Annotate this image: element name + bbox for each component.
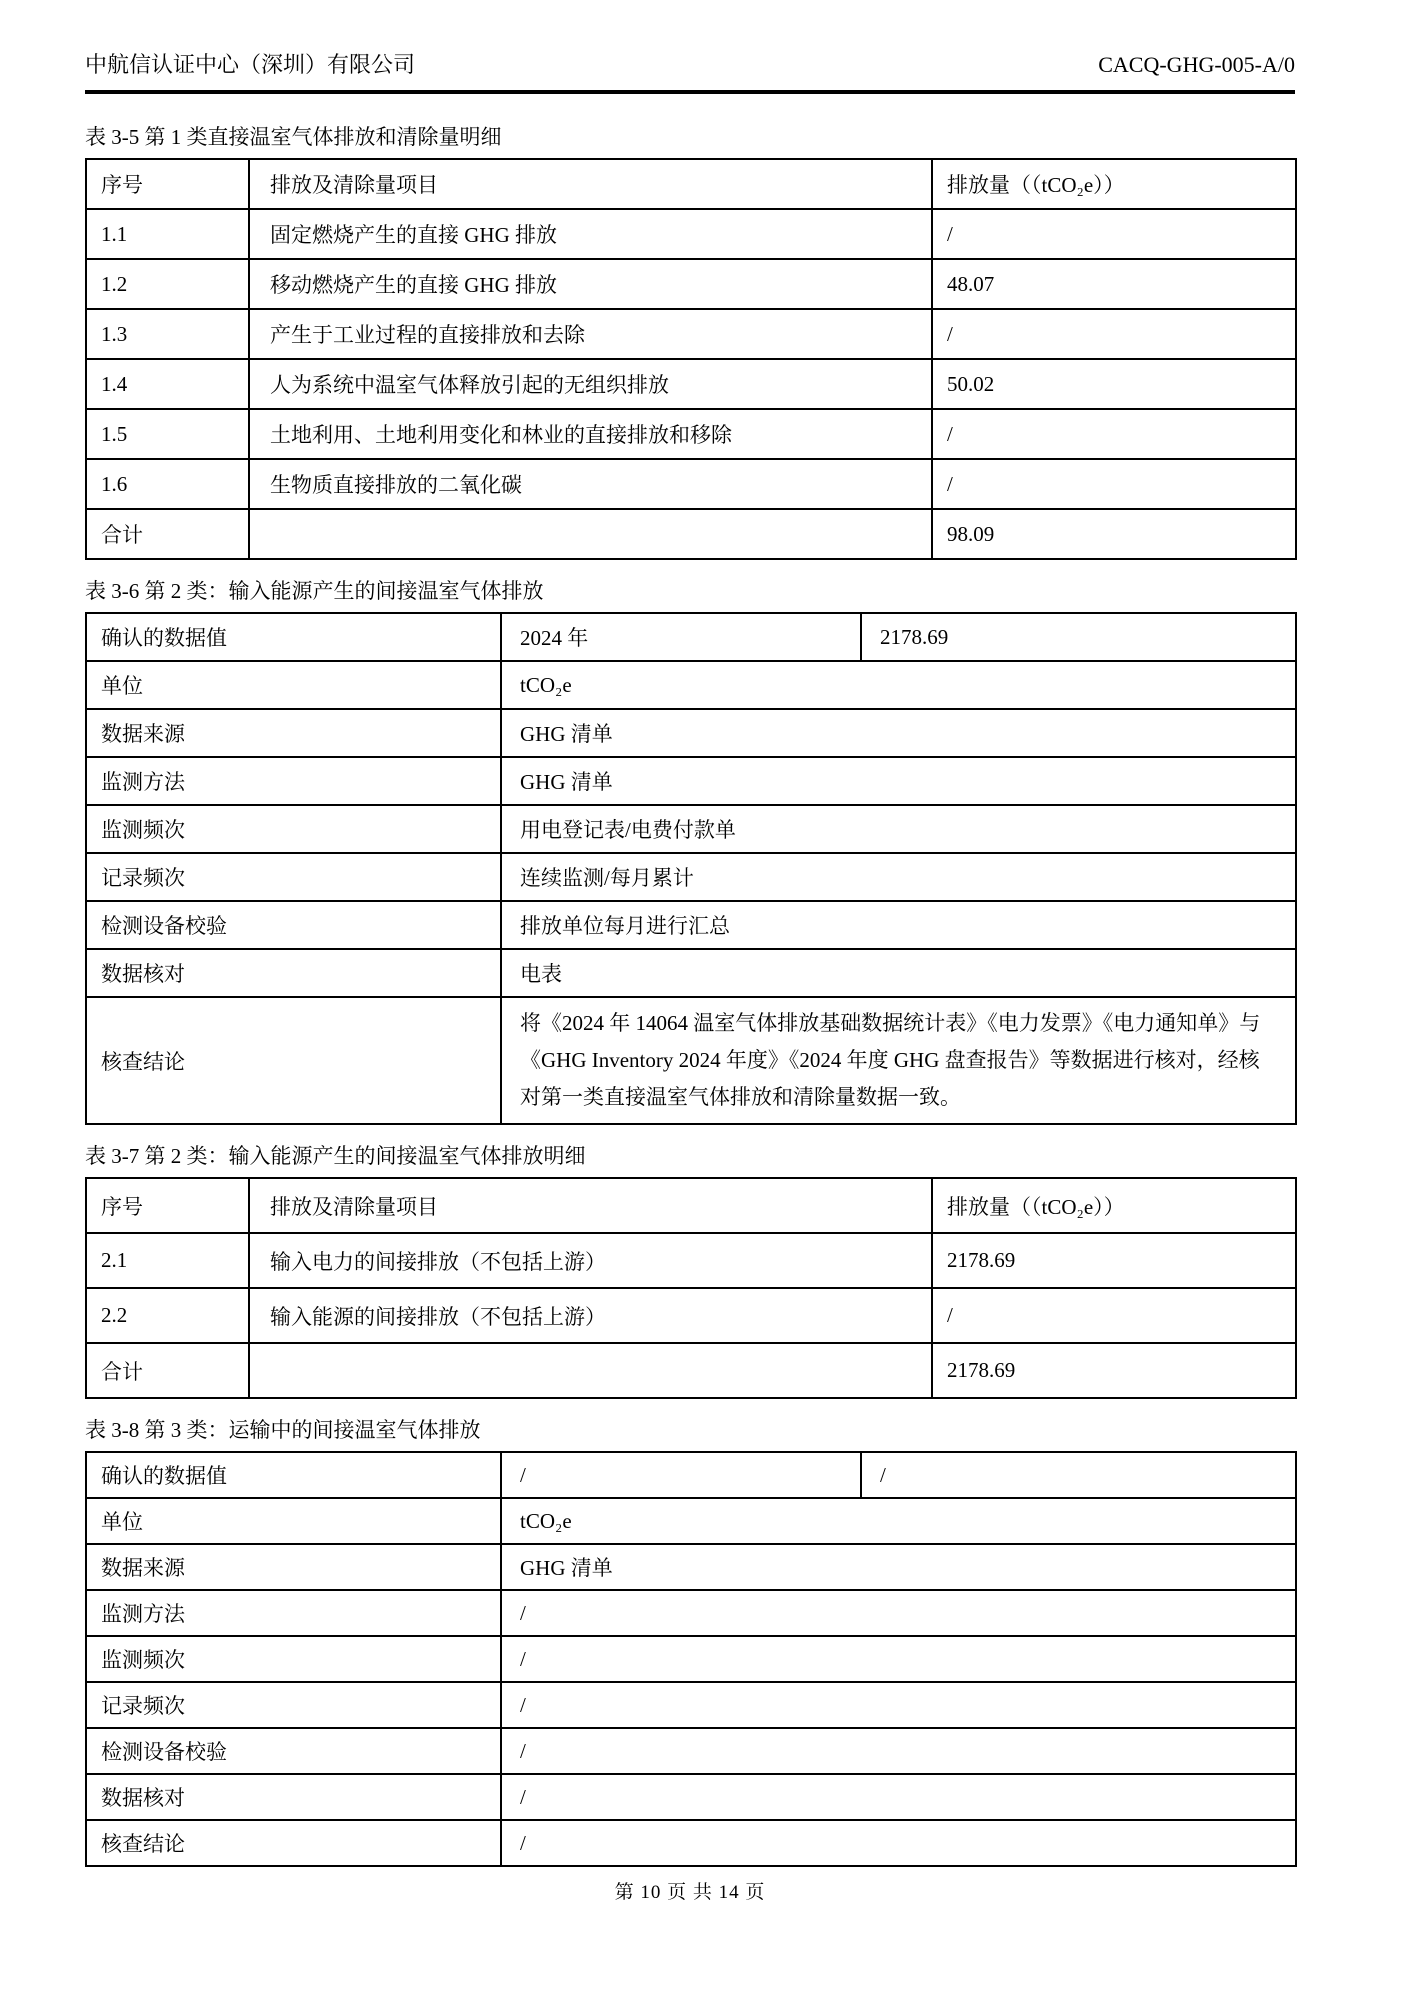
column-header-amount: 排放量（（tCO₂e）） (932, 159, 1296, 209)
table-row (86, 409, 1296, 459)
cell-value: 2178.69 (861, 613, 1296, 661)
total-amount: 98.09 (932, 509, 1296, 559)
table-3-7-header-row (86, 1178, 1296, 1233)
column-header-item: 排放及清除量项目 (249, 1178, 932, 1233)
column-header-amount: 排放量（（tCO₂e）） (932, 1178, 1296, 1233)
table-row (86, 1452, 1296, 1498)
cell-amount: / (932, 409, 1296, 459)
table-row (86, 359, 1296, 409)
cell-label: 核查结论 (86, 1820, 501, 1866)
table-row (86, 853, 1296, 901)
cell-value: 用电登记表/电费付款单 (501, 805, 1296, 853)
cell-amount: 2178.69 (932, 1233, 1296, 1288)
cell-item: 产生于工业过程的直接排放和去除 (249, 309, 932, 359)
cell-label: 监测方法 (86, 757, 501, 805)
cell-amount: / (932, 209, 1296, 259)
cell-year: 2024 年 (501, 613, 861, 661)
cell-value: / (501, 1774, 1296, 1820)
table-3-5 (85, 158, 1297, 560)
table-row (86, 805, 1296, 853)
cell-value: 电表 (501, 949, 1296, 997)
cell-label: 监测频次 (86, 805, 501, 853)
table-row (86, 209, 1296, 259)
cell-value: / (501, 1728, 1296, 1774)
table-row (86, 1682, 1296, 1728)
table-row (86, 259, 1296, 309)
cell-item: 人为系统中温室气体释放引起的无组织排放 (249, 359, 932, 409)
cell-amount: 48.07 (932, 259, 1296, 309)
cell-label: 检测设备校验 (86, 901, 501, 949)
cell-index: 1.2 (86, 259, 249, 309)
document-header (85, 50, 1295, 94)
table-row (86, 309, 1296, 359)
table-row (86, 1590, 1296, 1636)
cell-value: tCO₂e (501, 1498, 1296, 1544)
table-3-5-header-row (86, 159, 1296, 209)
cell-index: 1.4 (86, 359, 249, 409)
table-3-7-title: 表 3-7 第 2 类：输入能源产生的间接温室气体排放明细 (85, 1144, 586, 1168)
cell-value: GHG 清单 (501, 1544, 1296, 1590)
table-row (86, 901, 1296, 949)
cell-value: GHG 清单 (501, 709, 1296, 757)
table-row (86, 949, 1296, 997)
cell-value: / (501, 1682, 1296, 1728)
cell-label: 监测频次 (86, 1636, 501, 1682)
cell-item: 土地利用、土地利用变化和林业的直接排放和移除 (249, 409, 932, 459)
cell-label: 记录频次 (86, 853, 501, 901)
cell-value: tCO₂e (501, 661, 1296, 709)
cell-label: 核查结论 (86, 997, 501, 1124)
cell-label: 数据来源 (86, 709, 501, 757)
total-label: 合计 (86, 509, 249, 559)
cell-label: 记录频次 (86, 1682, 501, 1728)
table-row (86, 757, 1296, 805)
cell-label: 确认的数据值 (86, 1452, 501, 1498)
cell-amount: / (932, 1288, 1296, 1343)
table-3-6 (85, 612, 1297, 1125)
total-empty-cell (249, 1343, 932, 1398)
column-header-index: 序号 (86, 159, 249, 209)
cell-label: 数据核对 (86, 949, 501, 997)
cell-value: GHG 清单 (501, 757, 1296, 805)
total-empty-cell (249, 509, 932, 559)
cell-amount: 50.02 (932, 359, 1296, 409)
table-row (86, 997, 1296, 1124)
cell-index: 2.2 (86, 1288, 249, 1343)
cell-label: 监测方法 (86, 1590, 501, 1636)
cell-conclusion: 将《2024 年 14064 温室气体排放基础数据统计表》《电力发票》《电力通知单》与《GHG Inventory 2024 年度》《2024 年度 GHG 盘查报告》等数据进行核对，经核对第一类直接温室气体排放和清除量数据一致。 (501, 997, 1296, 1124)
cell-index: 1.5 (86, 409, 249, 459)
total-amount: 2178.69 (932, 1343, 1296, 1398)
table-row (86, 1636, 1296, 1682)
cell-item: 生物质直接排放的二氧化碳 (249, 459, 932, 509)
cell-value: / (501, 1820, 1296, 1866)
cell-value: / (501, 1590, 1296, 1636)
table-row (86, 1288, 1296, 1343)
cell-label: 数据来源 (86, 1544, 501, 1590)
cell-label: 确认的数据值 (86, 613, 501, 661)
cell-value: / (501, 1452, 861, 1498)
table-row (86, 613, 1296, 661)
table-3-6-title: 表 3-6 第 2 类：输入能源产生的间接温室气体排放 (85, 579, 544, 603)
column-header-item: 排放及清除量项目 (249, 159, 932, 209)
total-label: 合计 (86, 1343, 249, 1398)
table-row (86, 661, 1296, 709)
table-3-8 (85, 1451, 1297, 1867)
table-row (86, 459, 1296, 509)
cell-item: 固定燃烧产生的直接 GHG 排放 (249, 209, 932, 259)
cell-index: 2.1 (86, 1233, 249, 1288)
document-number: CACQ-GHG-005-A/0 (1098, 52, 1295, 77)
table-row (86, 1233, 1296, 1288)
table-row (86, 709, 1296, 757)
company-name: 中航信认证中心（深圳）有限公司 (85, 52, 416, 77)
total-row (86, 1343, 1296, 1398)
cell-index: 1.6 (86, 459, 249, 509)
cell-label: 单位 (86, 661, 501, 709)
cell-amount: / (932, 459, 1296, 509)
cell-index: 1.1 (86, 209, 249, 259)
table-row (86, 1774, 1296, 1820)
table-3-7 (85, 1177, 1297, 1399)
page-number: 第 10 页 共 14 页 (614, 1882, 766, 1903)
table-3-5-title: 表 3-5 第 1 类直接温室气体排放和清除量明细 (85, 125, 502, 149)
table-3-8-title: 表 3-8 第 3 类：运输中的间接温室气体排放 (85, 1418, 481, 1442)
table-row (86, 1544, 1296, 1590)
cell-label: 检测设备校验 (86, 1728, 501, 1774)
cell-index: 1.3 (86, 309, 249, 359)
total-row (86, 509, 1296, 559)
cell-item: 输入能源的间接排放（不包括上游） (249, 1288, 932, 1343)
column-header-index: 序号 (86, 1178, 249, 1233)
cell-item: 移动燃烧产生的直接 GHG 排放 (249, 259, 932, 309)
table-row (86, 1728, 1296, 1774)
cell-value: / (501, 1636, 1296, 1682)
cell-value: / (861, 1452, 1296, 1498)
cell-amount: / (932, 309, 1296, 359)
cell-value: 连续监测/每月累计 (501, 853, 1296, 901)
table-row (86, 1498, 1296, 1544)
table-row (86, 1820, 1296, 1866)
cell-label: 数据核对 (86, 1774, 501, 1820)
cell-value: 排放单位每月进行汇总 (501, 901, 1296, 949)
cell-item: 输入电力的间接排放（不包括上游） (249, 1233, 932, 1288)
cell-label: 单位 (86, 1498, 501, 1544)
